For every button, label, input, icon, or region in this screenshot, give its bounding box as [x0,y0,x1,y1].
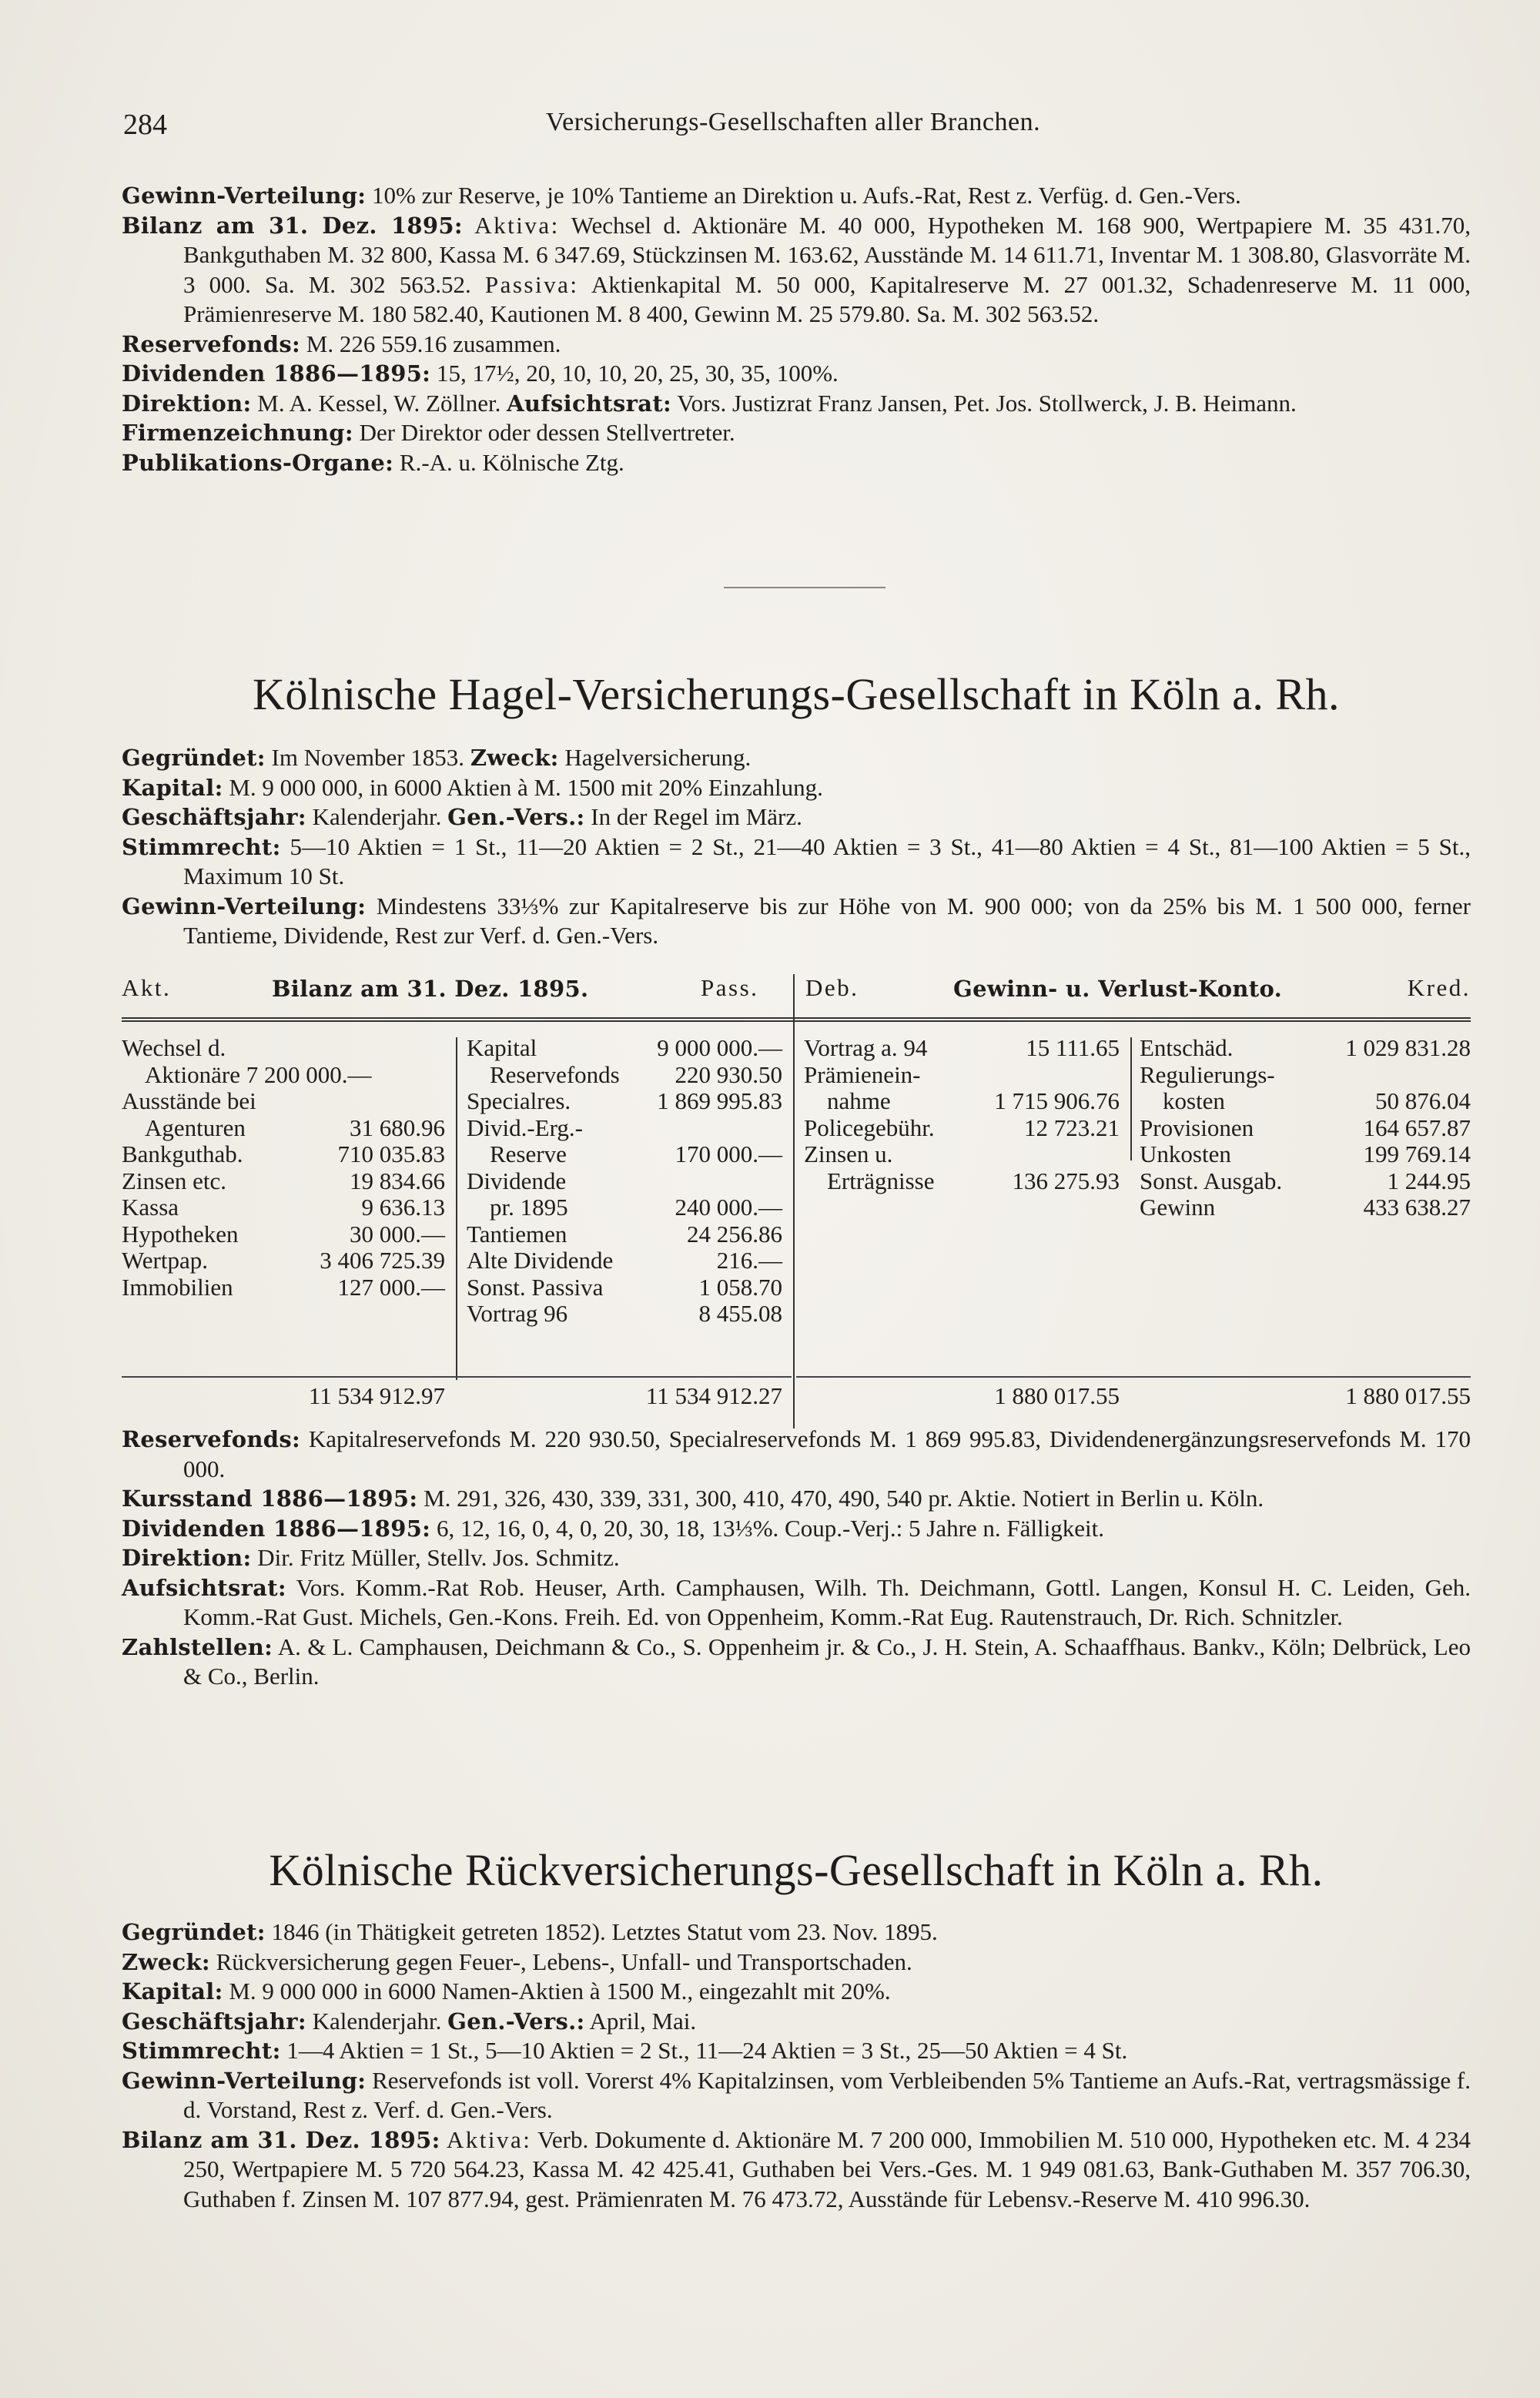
aktiva-row [122,1247,445,1274]
kredit-row [1140,1194,1471,1221]
section-hagel-more [122,1425,1471,1692]
reservefonds-entry-2 [122,1425,1471,1484]
text-gen-vers: In der Regel im März. [591,803,802,830]
page-number: 284 [123,109,167,141]
passiva-label: Tantiemen [467,1220,567,1248]
label-stimmrecht-3: Stimmrecht: [122,2038,281,2064]
text-direktion-2: Dir. Fritz Müller, Stellv. Jos. Schmitz. [257,1544,620,1571]
label-dividenden: Dividenden 1886—1895: [122,360,431,387]
balance-tables [122,974,1471,1421]
passiva-label: Divid.-Erg.- [467,1114,583,1141]
passiva-label: Reservefonds [490,1060,620,1088]
passiva-row [467,1140,782,1167]
debet-row [804,1114,1120,1141]
passiva-column [467,1034,782,1327]
text-zweck: Hagelversicherung. [564,744,752,771]
aktiva-row [122,1087,445,1114]
passiva-value: 1 869 995.83 [657,1087,782,1114]
section-rueck-details [122,1917,1471,2214]
text-gen-vers-3: April, Mai. [589,2007,697,2035]
kredit-value: 50 876.04 [1375,1087,1471,1114]
gegruendet-entry [122,743,1471,773]
debet-row [804,1167,1120,1194]
text-aufsichtsrat: Vors. Justizrat Franz Jansen, Pet. Jos. Stollwerck, J. B. Heimann. [677,389,1297,417]
passiva-row [467,1274,782,1301]
aktiva-row [122,1194,445,1221]
aktiva-label: Kassa [122,1194,179,1221]
kredit-row [1140,1034,1471,1061]
debet-row [804,1034,1120,1061]
label-dividenden-2: Dividenden 1886—1895: [122,1515,431,1542]
debet-row [804,1087,1120,1114]
kredit-label: Unkosten [1140,1140,1231,1167]
aktiva-value: 30 000.— [350,1220,445,1248]
passiva-label: Alte Dividende [467,1247,614,1274]
label-kapital-3: Kapital: [122,1978,223,2004]
publikations-entry [122,448,1471,478]
passiva-value: 240 000.— [675,1194,782,1221]
zahlstellen-entry [122,1633,1471,1692]
label-kursstand: Kursstand 1886—1895: [122,1485,418,1512]
debet-kredit-rule [1130,1037,1132,1160]
debet-value: 12 723.21 [1024,1114,1120,1141]
total-debet: 1 880 017.55 [994,1382,1120,1409]
label-geschaeftsjahr: Geschäftsjahr: [122,804,306,830]
text-geschaeftsjahr: Kalenderjahr. [312,803,442,830]
text-aktiva: Wechsel d. Aktionäre M. 40 000, Hypotheken M. 168 900, Wertpapiere M. 35 431.70, Bankguthaben M. 32 800, Kassa M. 6 347.69, Stückzinsen M. 163.62, Ausstände M. 14 611.71, Inventar M. 1 308.80, Glasvorräte M. 3 000. Sa. M. 302 563.52. [183,211,1471,298]
aktiva-row [122,1061,445,1088]
passiva-label: Specialres. [467,1087,571,1114]
passiva-value: 8 455.08 [698,1300,782,1327]
kredit-row [1140,1061,1471,1088]
label-kapital: Kapital: [122,774,223,801]
kredit-value: 1 244.95 [1387,1167,1471,1194]
kredit-row [1140,1140,1471,1167]
label-zweck: Zweck: [470,745,559,771]
aktiva-label: Hypotheken [122,1220,239,1248]
text-gegruendet: Im November 1853. [271,744,465,771]
debet-label: Policegebühr. [804,1114,935,1141]
kredit-label: Sonst. Ausgab. [1140,1167,1283,1194]
aktiva-column [122,1034,445,1300]
debet-label: Prämienein- [804,1060,921,1088]
aktiva-row [122,1221,445,1248]
kredit-label: Gewinn [1140,1194,1216,1221]
passiva-row [467,1247,782,1274]
passiva-label: pr. 1895 [490,1194,568,1221]
text-dividenden-2: 6, 12, 16, 0, 4, 0, 20, 30, 18, 13⅓%. Coup.-Verj.: 5 Jahre n. Fälligkeit. [436,1514,1104,1542]
kapital-entry-3 [122,1977,1471,2007]
label-kred: Kred. [1407,974,1471,1001]
text-kapital-3: M. 9 000 000 in 6000 Namen-Aktien à 1500 M., eingezahlt mit 20%. [229,1978,891,2004]
text-aktiva-3: Verb. Dokumente d. Aktionäre M. 7 200 000, Immobilien M. 510 000, Hypotheken etc. M. 4 234 250, Wertpapiere M. 5 720 564.23, Kassa M. 42 425.41, Guthaben bei Vers.-Ges. M. 1 949 081.63, Bank-Guthaben M. 357 706.30, Guthaben f. Zinsen M. 107 877.94, gest. Prämienraten M. 76 473.72, Ausstände für Lebensv.-Reserve M. 410 996.30. [183,2125,1471,2212]
total-passiva: 11 534 912.27 [645,1382,782,1409]
stimmrecht-entry [122,832,1471,892]
passiva-row [467,1300,782,1327]
totals-rule-right [796,1376,1471,1378]
section-hagel-details [122,743,1471,951]
gv-table-title: Gewinn- u. Verlust-Konto. [953,976,1283,1002]
debet-label: nahme [827,1087,891,1114]
debet-value: 136 275.93 [1012,1167,1120,1194]
text-gewinn-verteilung: 10% zur Reserve, je 10% Tantieme an Direktion u. Aufs.-Rat, Rest z. Verfüg. d. Gen.-Vers. [372,182,1241,209]
passiva-value: 1 058.70 [698,1273,782,1301]
running-header [123,108,1463,142]
passiva-value: 220 930.50 [675,1060,782,1088]
label-aktiva: Aktiva: [474,211,560,239]
passiva-row [467,1221,782,1248]
aktiva-value: 19 834.66 [350,1167,445,1194]
debet-row [804,1061,1120,1088]
passiva-label: Reserve [490,1140,567,1167]
totals-rule-left [122,1376,792,1378]
label-gen-vers-3: Gen.-Vers.: [447,2008,585,2035]
bilanz-entry [122,211,1471,330]
kursstand-entry [122,1484,1471,1514]
text-stimmrecht-3: 1—4 Aktien = 1 St., 5—10 Aktien = 2 St., 11—24 Aktien = 3 St., 25—50 Aktien = 4 St. [286,2037,1128,2064]
aktiva-label: Ausstände bei [122,1087,256,1114]
passiva-value: 9 000 000.— [657,1034,782,1061]
kredit-row [1140,1087,1471,1114]
gegruendet-entry-3 [122,1917,1471,1948]
gewinn-verteilung-entry-2 [122,892,1471,951]
section-divider [724,587,886,588]
company-heading-rueck: Kölnische Rückversicherungs-Gesellschaft in Köln a. Rh. [269,1845,1324,1895]
text-reservefonds: M. 226 559.16 zusammen. [306,330,561,357]
dividenden-entry [122,359,1471,389]
kredit-label: Entschäd. [1140,1034,1234,1061]
label-aufsichtsrat: Aufsichtsrat: [507,390,672,417]
direktion-entry [122,389,1471,419]
text-kursstand: M. 291, 326, 430, 339, 331, 300, 410, 470, 490, 540 pr. Aktie. Notiert in Berlin u. Köln. [424,1485,1264,1512]
kredit-row [1140,1114,1471,1141]
label-bilanz: Bilanz am 31. Dez. 1895: [122,212,463,239]
debet-label: Vortrag a. 94 [804,1034,928,1061]
running-title: Versicherungs-Gesellschaften aller Branchen. [545,108,1041,136]
label-gewinn-verteilung-2: Gewinn-Verteilung: [122,893,367,919]
geschaeftsjahr-entry-3 [122,2007,1471,2037]
aktiva-value: 127 000.— [337,1273,445,1301]
label-firmenzeichnung: Firmenzeichnung: [122,420,353,446]
aktiva-row [122,1114,445,1141]
text-stimmrecht: 5—10 Aktien = 1 St., 11—20 Aktien = 2 St., 21—40 Aktien = 3 St., 41—80 Aktien = 4 St., 81—100 Aktien = 5 St., Maximum 10 St. [183,832,1471,889]
aktiva-label: Wechsel d. [122,1034,226,1061]
passiva-row [467,1114,782,1141]
text-kapital: M. 9 000 000, in 6000 Aktien à M. 1500 mit 20% Einzahlung. [229,773,823,801]
kredit-value: 164 657.87 [1363,1114,1471,1141]
balance-header [122,974,1471,1008]
label-direktion: Direktion: [122,390,252,417]
label-gegruendet: Gegründet: [122,745,266,771]
kredit-label: Provisionen [1140,1114,1254,1141]
aufsichtsrat-entry-2 [122,1573,1471,1633]
passiva-row [467,1087,782,1114]
total-kredit: 1 880 017.55 [1345,1382,1471,1409]
aktiva-value: 710 035.83 [337,1140,445,1167]
aktiva-label: Zinsen etc. [122,1167,227,1194]
kredit-column [1140,1034,1471,1221]
label-bilanz-3: Bilanz am 31. Dez. 1895: [122,2126,440,2153]
debet-column [804,1034,1120,1194]
passiva-row [467,1194,782,1221]
label-gen-vers: Gen.-Vers.: [447,804,585,830]
company-heading-hagel: Kölnische Hagel-Versicherungs-Gesellschaft in Köln a. Rh. [252,669,1341,719]
zweck-entry-3 [122,1948,1471,1978]
text-reservefonds-2: Kapitalreservefonds M. 220 930.50, Specialreservefonds M. 1 869 995.83, Dividendenergänzungsreservefonds M. 170 000. [183,1425,1471,1482]
text-direktion: M. A. Kessel, W. Zöllner. [257,389,501,417]
passiva-row [467,1034,782,1061]
gewinn-verteilung-entry [122,181,1471,211]
label-pass: Pass. [701,974,759,1001]
label-aktiva-3: Aktiva: [446,2125,532,2153]
label-stimmrecht: Stimmrecht: [122,833,281,860]
text-passiva: Aktienkapital M. 50 000, Kapitalreserve M. 27 001.32, Schadenreserve M. 11 000, Prämienreserve M. 180 582.40, Kautionen M. 8 400, Gewinn M. 25 579.80. Sa. M. 302 563.52. [183,270,1471,327]
kredit-label: kosten [1163,1087,1225,1114]
aktiva-value: 9 636.13 [361,1194,445,1221]
label-gewinn-verteilung-3: Gewinn-Verteilung: [122,2067,367,2094]
debet-label: Erträgnisse [827,1167,935,1194]
label-aufsichtsrat-2: Aufsichtsrat: [122,1574,286,1601]
label-zweck-3: Zweck: [122,1948,210,1975]
label-akt: Akt. [122,974,172,1001]
text-aufsichtsrat-2: Vors. Komm.-Rat Rob. Heuser, Arth. Camphausen, Wilh. Th. Deichmann, Gottl. Langen, Konsul H. C. Leiden, Geh. Komm.-Rat Gust. Michels, Gen.-Kons. Freih. Ed. von Oppenheim, Komm.-Rat Eug. Rautenstrauch, Dr. Rich. Schnitzler. [183,1573,1471,1630]
aktiva-row [122,1140,445,1167]
label-gewinn-verteilung: Gewinn-Verteilung: [122,183,367,209]
kredit-value: 433 638.27 [1363,1194,1471,1221]
passiva-label: Kapital [467,1034,537,1061]
kredit-value: 199 769.14 [1363,1140,1471,1167]
dividenden-entry-2 [122,1514,1471,1544]
debet-value: 1 715 906.76 [994,1087,1120,1114]
reservefonds-entry [122,330,1471,360]
aktiva-row [122,1274,445,1301]
total-aktiva: 11 534 912.97 [308,1382,445,1409]
aktiva-row [122,1034,445,1061]
label-geschaeftsjahr-3: Geschäftsjahr: [122,2008,306,2035]
text-gegruendet-3: 1846 (in Thätigkeit getreten 1852). Letztes Statut vom 23. Nov. 1895. [271,1918,938,1945]
aktiva-row [122,1167,445,1194]
passiva-label: Dividende [467,1167,567,1194]
passiva-value: 170 000.— [675,1140,782,1167]
table-separator [793,974,795,1428]
aktiva-label: Wertpap. [122,1247,208,1274]
passiva-value: 24 256.86 [687,1220,782,1248]
passiva-value: 216.— [716,1247,782,1274]
text-geschaeftsjahr-3: Kalenderjahr. [312,2007,442,2035]
text-dividenden: 15, 17½, 20, 10, 10, 20, 25, 30, 35, 100%. [436,360,839,387]
geschaeftsjahr-entry [122,802,1471,832]
kredit-value: 1 029 831.28 [1345,1034,1471,1061]
text-gewinn-verteilung-2: Mindestens 33⅓% zur Kapitalreserve bis zur Höhe von M. 900 000; von da 25% bis M. 1 500 000, ferner Tantieme, Dividende, Rest zur Verf. d. Gen.-Vers. [183,892,1471,949]
kapital-entry [122,773,1471,803]
direktion-entry-2 [122,1543,1471,1573]
aktiva-label: Agenturen [145,1114,246,1141]
label-deb: Deb. [805,974,859,1001]
label-publikations-organe: Publikations-Organe: [122,449,394,476]
label-zahlstellen: Zahlstellen: [122,1633,273,1660]
aktiva-label: Bankguthab. [122,1140,243,1167]
label-direktion-2: Direktion: [122,1545,252,1571]
aktiva-label: Aktionäre 7 200 000.— [145,1060,372,1088]
passiva-label: Vortrag 96 [467,1300,568,1327]
label-reservefonds: Reservefonds: [122,330,301,357]
text-publikations-organe: R.-A. u. Kölnische Ztg. [399,448,624,476]
aktiva-value: 3 406 725.39 [320,1247,445,1274]
aktiva-value: 31 680.96 [350,1114,445,1141]
passiva-row [467,1061,782,1088]
passiva-label: Sonst. Passiva [467,1273,604,1301]
header-double-rule [122,1017,1471,1022]
bilanz-table-title: Bilanz am 31. Dez. 1895. [272,976,589,1002]
label-reservefonds-2: Reservefonds: [122,1426,301,1452]
label-passiva: Passiva: [484,270,579,298]
text-zahlstellen: A. & L. Camphausen, Deichmann & Co., S. Oppenheim jr. & Co., J. H. Stein, A. Schaaffhaus. Bankv., Köln; Delbrück, Leo & Co., Berlin. [183,1633,1471,1690]
aktiva-label: Immobilien [122,1273,233,1301]
text-zweck-3: Rückversicherung gegen Feuer-, Lebens-, Unfall- und Transportschaden. [216,1948,912,1975]
gewinn-verteilung-entry-3 [122,2066,1471,2125]
kredit-row [1140,1167,1471,1194]
text-firmenzeichnung: Der Direktor oder dessen Stellvertreter. [359,419,735,446]
bilanz-entry-3 [122,2125,1471,2215]
kredit-label: Regulierungs- [1140,1060,1275,1088]
debet-row [804,1140,1120,1167]
section-previous-company [122,181,1471,477]
label-gegruendet-3: Gegründet: [122,1919,266,1945]
debet-value: 15 111.65 [1026,1034,1120,1061]
text-gewinn-verteilung-3: Reservefonds ist voll. Vorerst 4% Kapitalzinsen, vom Verbleibenden 5% Tantieme an Aufs.-Rat, vertragsmässige f. d. Vorstand, Rest z. Verf. d. Gen.-Vers. [183,2066,1471,2123]
firmenzeichnung-entry [122,418,1471,448]
debet-label: Zinsen u. [804,1140,893,1167]
passiva-row [467,1167,782,1194]
aktiva-passiva-rule [456,1037,457,1380]
stimmrecht-entry-3 [122,2036,1471,2066]
